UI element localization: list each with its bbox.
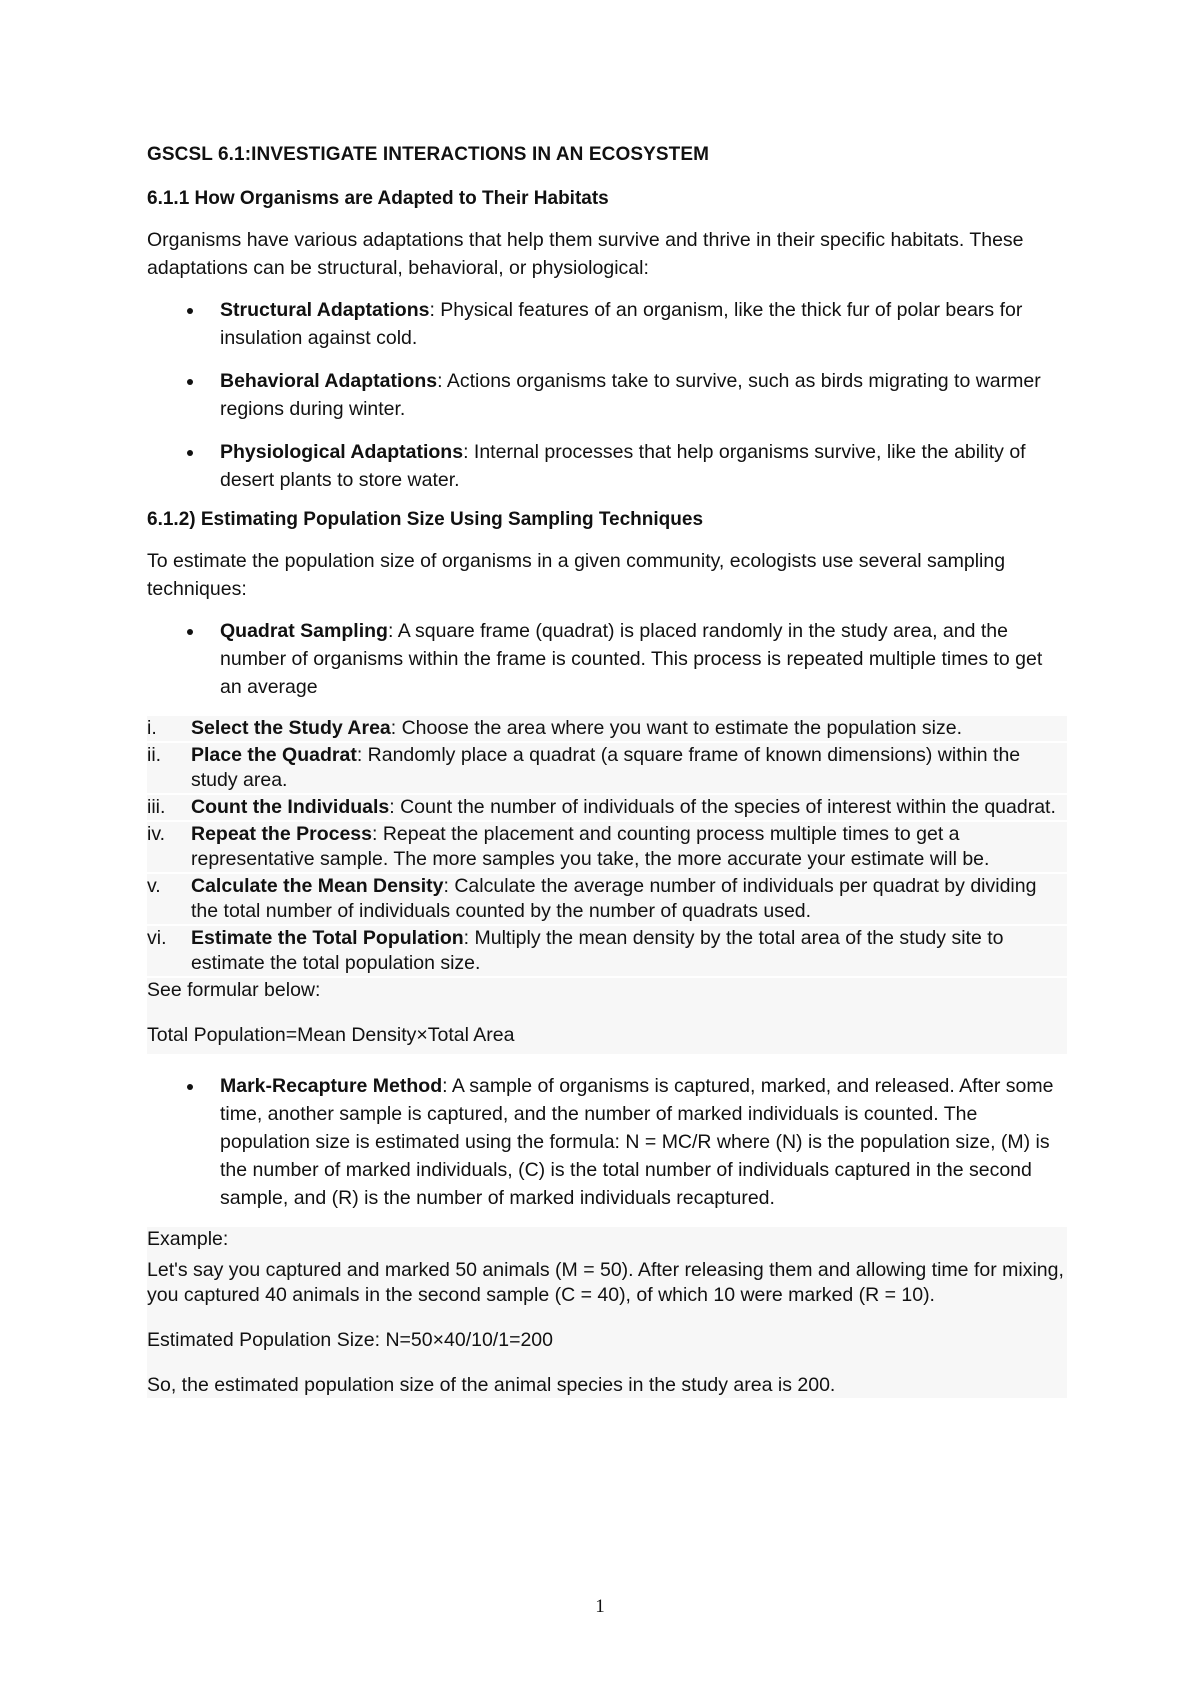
step-number: i.: [147, 717, 157, 739]
term: Mark-Recapture Method: [220, 1075, 443, 1097]
formula-box: [147, 978, 1067, 1054]
term: Behavioral Adaptations: [220, 370, 438, 392]
bullet-icon: [187, 379, 193, 385]
sampling-intro: To estimate the population size of organisms in a given community, ecologists use several sampling techniques:: [147, 550, 1006, 600]
formula-intro: See formular below:: [147, 979, 321, 1001]
step-term: Count the Individuals: [191, 796, 390, 818]
section-heading-adaptations: 6.1.1 How Organisms are Adapted to Their Habitats: [147, 188, 609, 209]
step-term: Repeat the Process: [191, 823, 372, 845]
list-item: [147, 438, 1067, 494]
step-item: [147, 743, 1067, 793]
step-text: : Multiply the mean density by the total area of the study site to estimate the total population size.: [191, 927, 1004, 974]
step-text: : Repeat the placement and counting process multiple times to get a representative sample. The more samples you take, the more accurate your estimate will be.: [191, 823, 990, 870]
formula: Total Population=Mean Density×Total Area: [147, 1024, 515, 1046]
definition: : A square frame (quadrat) is placed randomly in the study area, and the number of organisms within the frame is counted. This process is repeated multiple times to get an average: [220, 620, 1043, 698]
term: Structural Adaptations: [220, 299, 430, 321]
step-term: Calculate the Mean Density: [191, 875, 444, 897]
document-body: [147, 144, 1067, 1398]
bullet-icon: [187, 308, 193, 314]
example-estimate: Estimated Population Size: N=50×40/10/1=200: [147, 1329, 553, 1351]
step-item: [147, 716, 1067, 741]
step-term: Estimate the Total Population: [191, 927, 464, 949]
section-heading-sampling: 6.1.2) Estimating Population Size Using Sampling Techniques: [147, 509, 704, 530]
step-number: v.: [147, 875, 161, 897]
adaptations-list: [147, 296, 1067, 494]
bullet-icon: [187, 1084, 193, 1090]
page-number: 1: [595, 1596, 605, 1617]
list-item: [147, 617, 1067, 701]
definition: : Actions organisms take to survive, such as birds migrating to warmer regions during winter.: [220, 370, 1041, 420]
quadrat-list: [147, 617, 1067, 701]
example-label: Example:: [147, 1228, 229, 1250]
step-item: [147, 926, 1067, 976]
step-text: : Choose the area where you want to estimate the population size.: [390, 717, 963, 739]
list-item: [147, 367, 1067, 423]
document-title: GSCSL 6.1:INVESTIGATE INTERACTIONS IN AN ECOSYSTEM: [147, 144, 710, 165]
bullet-icon: [187, 450, 193, 456]
example-conclusion: So, the estimated population size of the animal species in the study area is 200.: [147, 1374, 836, 1396]
bullet-icon: [187, 629, 193, 635]
list-item: [147, 1072, 1067, 1212]
step-term: Place the Quadrat: [191, 744, 357, 766]
adaptations-intro: Organisms have various adaptations that help them survive and thrive in their specific habitats. These adaptations can be structural, behavioral, or physiological:: [147, 229, 1024, 279]
quadrat-steps-list: [147, 716, 1067, 976]
step-number: ii.: [147, 744, 162, 766]
step-number: vi.: [147, 927, 167, 949]
step-term: Select the Study Area: [191, 717, 391, 739]
term: Physiological Adaptations: [220, 441, 464, 463]
step-text: : Randomly place a quadrat (a square frame of known dimensions) within the study area.: [191, 744, 1021, 791]
step-item: [147, 822, 1067, 872]
step-number: iv.: [147, 823, 166, 845]
definition: : Internal processes that help organisms survive, like the ability of desert plants to store water.: [220, 441, 1026, 491]
definition: : Physical features of an organism, like the thick fur of polar bears for insulation against cold.: [220, 299, 1023, 349]
list-item: [147, 296, 1067, 352]
example-box: [147, 1227, 1067, 1398]
step-number: iii.: [147, 796, 166, 818]
step-item: [147, 874, 1067, 924]
example-text: Let's say you captured and marked 50 animals (M = 50). After releasing them and allowing time for mixing, you captured 40 animals in the second sample (C = 40), of which 10 were marked (R = 10).: [147, 1259, 1064, 1306]
step-text: : Count the number of individuals of the species of interest within the quadrat.: [389, 796, 1056, 818]
definition: : A sample of organisms is captured, marked, and released. After some time, another sample is captured, and the number of marked individuals is counted. The population size is estimated using the formula: N = MC/R where (N) is the population size, (M) is the number of marked individuals, (C) is the total number of individuals captured in the second sample, and (R) is the number of marked individuals recaptured.: [220, 1075, 1054, 1209]
step-item: [147, 795, 1067, 820]
mark-recapture-list: [147, 1072, 1067, 1212]
term: Quadrat Sampling: [220, 620, 388, 642]
step-text: : Calculate the average number of individuals per quadrat by dividing the total number of individuals counted by the number of quadrats used.: [191, 875, 1037, 922]
